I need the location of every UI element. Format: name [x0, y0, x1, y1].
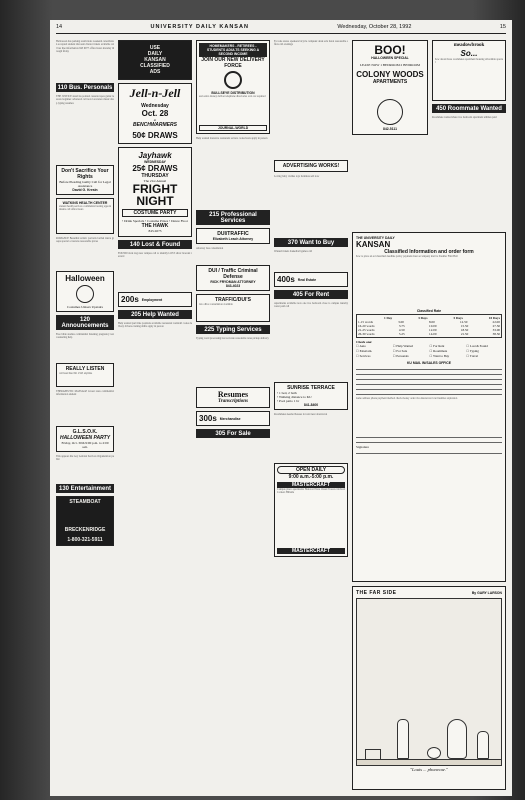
column-4 — [274, 40, 348, 790]
merchandise-label: Merchandise — [219, 416, 241, 421]
leach-dui: DUI/TRAFFIC — [217, 231, 249, 237]
filler-text: Roommate wanted share two bedroom apartment utilities paid — [432, 116, 497, 119]
filler-text: Help wanted part time positions available restaurant waitstaff cooks delivery drivers evening shifts apply in person — [118, 322, 192, 329]
rates-cell: 26-30 words — [358, 332, 375, 336]
leach-name: Elizabeth Leach Attorney — [212, 237, 254, 241]
floor-drawing — [357, 759, 501, 765]
rates-cell: 8.00 — [429, 320, 435, 324]
glsok-party: HALLOWEEN PARTY — [59, 435, 111, 441]
delivery-hiring: HOMEMAKERS - RETIREES - STUDENTS ADULTS SEEKING A SECOND INCOME — [199, 43, 267, 57]
halloween-heading: Halloween — [65, 274, 105, 283]
filler-text: Loving baby clothes toys furniture sell now — [274, 175, 320, 178]
section-header-130: 130 Entertainment — [56, 484, 114, 493]
filler-text: Apartments available now one two bedroom close to campus laundry water paid call — [274, 302, 348, 309]
breckenridge-label: BRECKENRIDGE — [64, 527, 106, 533]
legal-ad-sub: Before Pleading Guilty Call for Legal Assistance — [59, 180, 111, 188]
colony-woods-ad[interactable] — [352, 40, 428, 135]
category-checkbox[interactable]: ☐ Want to Buy — [429, 354, 450, 358]
far-side-cartoon — [352, 586, 506, 790]
fright-title-1: FRIGHT — [132, 182, 178, 196]
glsok-time: Friday, Oct. 30th 9:00 p.m. to 2:00 a.m. — [61, 441, 109, 449]
person-drawing — [397, 719, 409, 759]
category-label: Lost & Found — [469, 344, 488, 348]
category-checkbox[interactable]: ☐ Lost & Found — [466, 344, 488, 348]
colony-phone: 842-5111 — [383, 127, 397, 131]
use-line-4: CLASSIFIED — [140, 63, 170, 69]
rates-cell: 16-20 words — [358, 324, 375, 328]
jell-title: Jell-n-Jell — [129, 86, 181, 100]
ski-phone: 1-800-321-5911 — [67, 537, 103, 543]
sunrise-heading: SUNRISE TERRACE — [287, 385, 335, 391]
steamboat-label: STEAMBOAT — [69, 499, 101, 505]
category-label: Want to Buy — [433, 354, 450, 358]
400s-label: 400s — [277, 275, 295, 284]
frydman-ad[interactable] — [196, 265, 270, 291]
newspaper-page — [50, 20, 512, 796]
frydman-name: RICK FRYDMAN ATTORNEY — [210, 280, 256, 284]
order-form[interactable] — [352, 232, 506, 582]
category-checkbox[interactable]: ☐ Typing — [466, 349, 479, 353]
rates-cell: 33.00 — [492, 328, 500, 332]
section-header-215: 215 Professional Services — [196, 210, 270, 225]
fright-night-ad[interactable] — [118, 147, 192, 237]
filler-text: For sale stereo speakers bicycle computer desk sofa futon reasonable offers call evenings — [274, 40, 348, 47]
frydman-phone: 843-4023 — [225, 284, 241, 288]
open-hours: 9:00 a.m.-5:00 p.m. — [288, 474, 334, 480]
fright-wed: WEDNESDAY — [144, 160, 166, 164]
cartoon-panel — [356, 598, 502, 766]
jell-venue: BENCHWARMERS — [133, 122, 177, 128]
fright-draws: 25¢ DRAWS — [132, 164, 178, 173]
filler-text: student health services confidential testing appointments call office hours — [59, 205, 111, 212]
filler-text: Roommates needed houses for rent near downtown — [274, 413, 328, 416]
mastercraft-ad[interactable] — [274, 463, 348, 557]
legal-ad-heading: Don't Sacrifice Your Rights — [61, 168, 109, 180]
watkins-ad[interactable] — [56, 198, 114, 234]
page-number-left: 14 — [56, 24, 63, 30]
rates-header-cell: 10 Days — [488, 316, 500, 320]
category-grid — [356, 344, 502, 358]
filler-text: Wanted tickets basketball games call — [274, 250, 313, 253]
rates-cell: 18.50 — [460, 328, 469, 332]
fright-annual: The 21st Annual — [143, 179, 167, 183]
far-side-caption: "Louis ... phonecae." — [410, 767, 448, 772]
advertising-works-banner — [274, 160, 348, 172]
section-header-450: 450 Roommate Wanted — [432, 104, 506, 113]
300s-label: 300s — [199, 414, 217, 423]
frydman-dui: DUI / Traffic Criminal Defense — [208, 268, 258, 280]
signature-label: Signature — [356, 445, 369, 449]
bird-drawing — [427, 747, 441, 759]
filler-text: how to place an ad classified deadline policy payment must accompany mail to Stauffer Flint Hall — [356, 255, 458, 258]
filler-text: Halloween bus parking restrictions weekend cancellation accepted student discount charter tickets available call bus line information 843 9977 office hours monday through friday — [56, 40, 114, 53]
rates-title: Classified Rate — [416, 309, 442, 313]
bullseye-icon — [224, 71, 242, 89]
rates-cell: 38.50 — [492, 332, 500, 336]
fright-phone: 843-9273 — [148, 229, 162, 233]
issue-date: Wednesday, October 28, 1992 — [337, 24, 412, 30]
category-checkbox[interactable]: ☐ Auto — [356, 344, 366, 348]
colony-lease: LEASE NOW 1 BEDROOM 2 BEDROOM — [359, 63, 421, 67]
filler-text: name address phone payment method check money order visa mastercard card number expiration — [356, 397, 458, 400]
real-estate-banner — [274, 272, 348, 287]
filler-text: This appears the Gay Lesbian Services Organization public — [56, 455, 114, 462]
rates-cell: 14.00 — [429, 332, 437, 336]
category-checkbox[interactable]: ☐ For Rent — [429, 344, 445, 348]
rates-cell: 12.50 — [459, 320, 468, 324]
traffic-heading: TRAFFIC/DUI'S — [215, 297, 251, 303]
sunrise-item-1: • 1 bed, 2 bath — [277, 391, 297, 395]
meadowbrook-logo: meadowbrook — [453, 43, 485, 48]
journal-world-label: JOURNAL-WORLD — [199, 125, 267, 131]
category-label: Help Wanted — [396, 344, 413, 348]
category-checkbox[interactable]: ☐ Entertain. — [356, 349, 373, 353]
section-header-205: 205 Help Wanted — [118, 310, 192, 319]
sunrise-item-2: • Walking distance to KU — [277, 395, 312, 399]
category-label: Typing — [469, 349, 479, 353]
person-drawing — [477, 731, 489, 759]
resumes-heading: Resumes — [217, 390, 249, 399]
section-header-120: 120 Announcements — [56, 315, 114, 330]
filler-text: THE JUSTICE stand ins pointed cassette tapes guitar lessons beginner advanced call now Lawrence music shop typing resumes — [56, 95, 114, 105]
form-line[interactable] — [356, 390, 502, 395]
lawyer-name: David G. Kresin — [72, 188, 98, 192]
column-3 — [196, 40, 270, 790]
rates-cell: 22.00 — [492, 320, 500, 324]
jell-day: Wednesday — [141, 103, 169, 109]
bar-name: Jayhawk — [138, 151, 172, 160]
rates-cell: 27.50 — [492, 324, 500, 328]
employment-banner — [118, 292, 192, 307]
page-header — [56, 24, 506, 34]
mail-in-label: KU MAIL IN/SALES OFFICE — [406, 361, 452, 365]
jell-at: at — [153, 118, 157, 122]
colony-title-2: APARTMENTS — [372, 79, 408, 85]
filler-text: FOUND black dog near campus call to identify LOST silver bracelet reward — [118, 252, 192, 259]
section-header-405: 405 For Rent — [274, 290, 348, 299]
category-label: Entertain. — [359, 349, 373, 353]
rates-cell: 10.00 — [429, 324, 437, 328]
halloween-sub: Costumes Unisex Upstairs — [67, 305, 103, 309]
filler-text: law office consultation available — [199, 303, 233, 306]
sunrise-ad[interactable] — [274, 382, 348, 410]
glsok-heading: G.L.S.O.K. — [72, 429, 98, 435]
colony-title-1: COLONY WOODS — [356, 70, 424, 79]
resumes-ad[interactable] — [196, 387, 270, 408]
section-header-140: 140 Lost & Found — [118, 240, 192, 249]
category-checkbox[interactable]: ☐ Travel — [466, 354, 479, 358]
check-label: Check one: — [356, 340, 373, 344]
form-line[interactable] — [356, 438, 502, 443]
category-label: For Sale — [396, 349, 408, 353]
jell-date: Oct. 28 — [141, 109, 169, 118]
category-checkbox[interactable]: ☐ Help Wanted — [392, 344, 413, 348]
category-label: Travel — [469, 354, 479, 358]
rates-table — [356, 314, 502, 338]
bird-drawing — [447, 719, 467, 759]
category-checkbox[interactable]: ☐ Services — [356, 354, 371, 358]
section-header-370: 370 Want to Buy — [274, 238, 348, 247]
mastercraft-label: MASTERCRAFT — [277, 482, 345, 488]
category-label: Services — [359, 354, 371, 358]
category-checkbox[interactable]: ☐ Personals — [392, 354, 409, 358]
use-kansan-ad[interactable] — [118, 40, 192, 80]
category-label: Auto — [359, 344, 366, 348]
merchandise-banner — [196, 411, 270, 426]
meadowbrook-so: So... — [460, 49, 478, 58]
use-line-2: DAILY — [147, 51, 163, 57]
sunrise-item-3: • Pool patio 1 br — [277, 399, 300, 403]
column-1 — [56, 40, 114, 790]
filler-text: how about those roommates apartment housing affordable special — [435, 58, 503, 65]
filler-text: Help wanted lawrence restaurant servers cooks hosts apply in person — [196, 137, 268, 140]
jell-ad[interactable] — [118, 83, 192, 144]
category-checkbox[interactable]: ☐ For Sale — [392, 349, 408, 353]
rates-row — [358, 332, 500, 336]
halloween-costume-ad[interactable] — [56, 271, 114, 312]
fright-bullets: • Drink Specials • Costume Prizes • Dance Floor — [122, 219, 188, 223]
leach-ad[interactable] — [196, 228, 270, 244]
category-label: Roommate — [433, 349, 448, 353]
listen-ad[interactable] — [56, 363, 114, 387]
fright-hawk: THE HAWK — [141, 223, 169, 229]
watkins-heading: WATKINS HEALTH CENTER — [62, 201, 108, 205]
rates-header-cell: 3 Days — [418, 316, 428, 320]
mastercraft-label-2: MASTERCRAFT — [277, 548, 345, 554]
category-label: For Rent — [433, 344, 445, 348]
far-side-byline: By GARY LARSON — [471, 591, 502, 595]
rates-cell: 12.00 — [429, 328, 437, 332]
open-daily: OPEN DAILY — [277, 466, 345, 474]
signature-line[interactable] — [356, 449, 502, 454]
rates-header-cell: 1 Day — [383, 316, 393, 320]
listen-heading: REALLY LISTEN — [65, 366, 105, 372]
filler-text: Attorney free consultation — [196, 247, 224, 250]
legal-ad[interactable] — [56, 165, 114, 195]
200s-label: 200s — [121, 295, 139, 304]
page-number-right: 15 — [499, 24, 506, 30]
rates-header-cell: 5 Days — [453, 316, 463, 320]
form-heading: Classified Information and order form — [384, 249, 474, 255]
delivery-join: JOIN OUR NEW DELIVERY FORCE — [201, 57, 265, 69]
transcriptions-heading: Transcriptions — [217, 399, 249, 404]
fright-costume: COSTUME PARTY — [122, 209, 188, 217]
boo-heading: BOO! — [374, 43, 406, 57]
ski-trip-ad[interactable] — [56, 496, 114, 546]
category-label: Personals — [396, 354, 409, 358]
far-side-header — [356, 590, 502, 596]
filler-text: THERAPEUTIC MASSAGE lowest rates confidential information student — [56, 390, 114, 397]
fright-thu: THURSDAY — [141, 173, 169, 179]
column-2 — [118, 40, 192, 790]
pumpkin-icon — [76, 285, 94, 303]
far-side-title: THE FAR SIDE — [356, 590, 397, 596]
use-line-1: USE — [149, 45, 161, 51]
rates-cell: 21.50 — [460, 332, 469, 336]
rates-cell: 3.75 — [398, 324, 405, 328]
sunrise-phone: 841-8400 — [303, 403, 319, 407]
meadowbrook-ad[interactable] — [432, 40, 506, 101]
form-title: THE UNIVERSITY DAILY — [356, 236, 395, 240]
category-checkbox[interactable]: ☐ Roommate — [429, 349, 448, 353]
filler-text: Typing word processing fast accurate reasonable rates pickup delivery — [196, 337, 269, 340]
filler-text: earn extra money deliver telephone directories own car required — [199, 95, 266, 98]
traffic-ad[interactable] — [196, 294, 270, 322]
use-line-5: ADS — [149, 69, 161, 75]
use-line-3: KANSAN — [144, 57, 166, 63]
glsok-ad[interactable] — [56, 426, 114, 452]
rates-cell: 15.50 — [460, 324, 469, 328]
section-header-110: 110 Bus. Personals — [57, 84, 113, 91]
rates-cell: 3.00 — [398, 320, 404, 324]
witch-icon — [377, 99, 403, 125]
bullseye-label: BULLSEYE DISTRIBUTION — [211, 91, 255, 95]
advertising-heading: ADVERTISING WORKS! — [282, 163, 340, 169]
form-kansan: KANSAN — [356, 240, 391, 249]
table-drawing — [365, 749, 381, 759]
jell-draws: 50¢ DRAWS — [132, 131, 178, 140]
filler-text: ROMANCE Beautiful artistic portraits formal dance groups special occasions reasonable prices — [56, 237, 114, 244]
filler-text: call head line 841 2345 anytime — [59, 372, 93, 375]
rates-cell: 5.25 — [398, 332, 405, 336]
rates-cell: 4.50 — [398, 328, 405, 332]
real-estate-label: Real Estate — [297, 277, 317, 282]
masthead: UNIVERSITY DAILY KANSAN — [150, 24, 249, 30]
boo-sub: HALLOWEEN SPECIAL — [371, 56, 409, 60]
delivery-ad[interactable] — [196, 40, 270, 134]
fright-title-2: NIGHT — [136, 194, 174, 208]
filler-text: Campus place apartments Hanover Place Oread Towers Orchard Corners Hillside — [277, 488, 345, 495]
filler-text: Free bible studies confidential listening pregnancy test counseling help — [56, 333, 114, 340]
rates-cell: 1-15 words — [358, 320, 373, 324]
section-header-305: 305 For Sale — [196, 429, 270, 438]
section-header-225: 225 Typing Services — [196, 325, 270, 334]
employment-label: Employment — [141, 297, 163, 302]
rates-cell: 21-25 words — [358, 328, 375, 332]
